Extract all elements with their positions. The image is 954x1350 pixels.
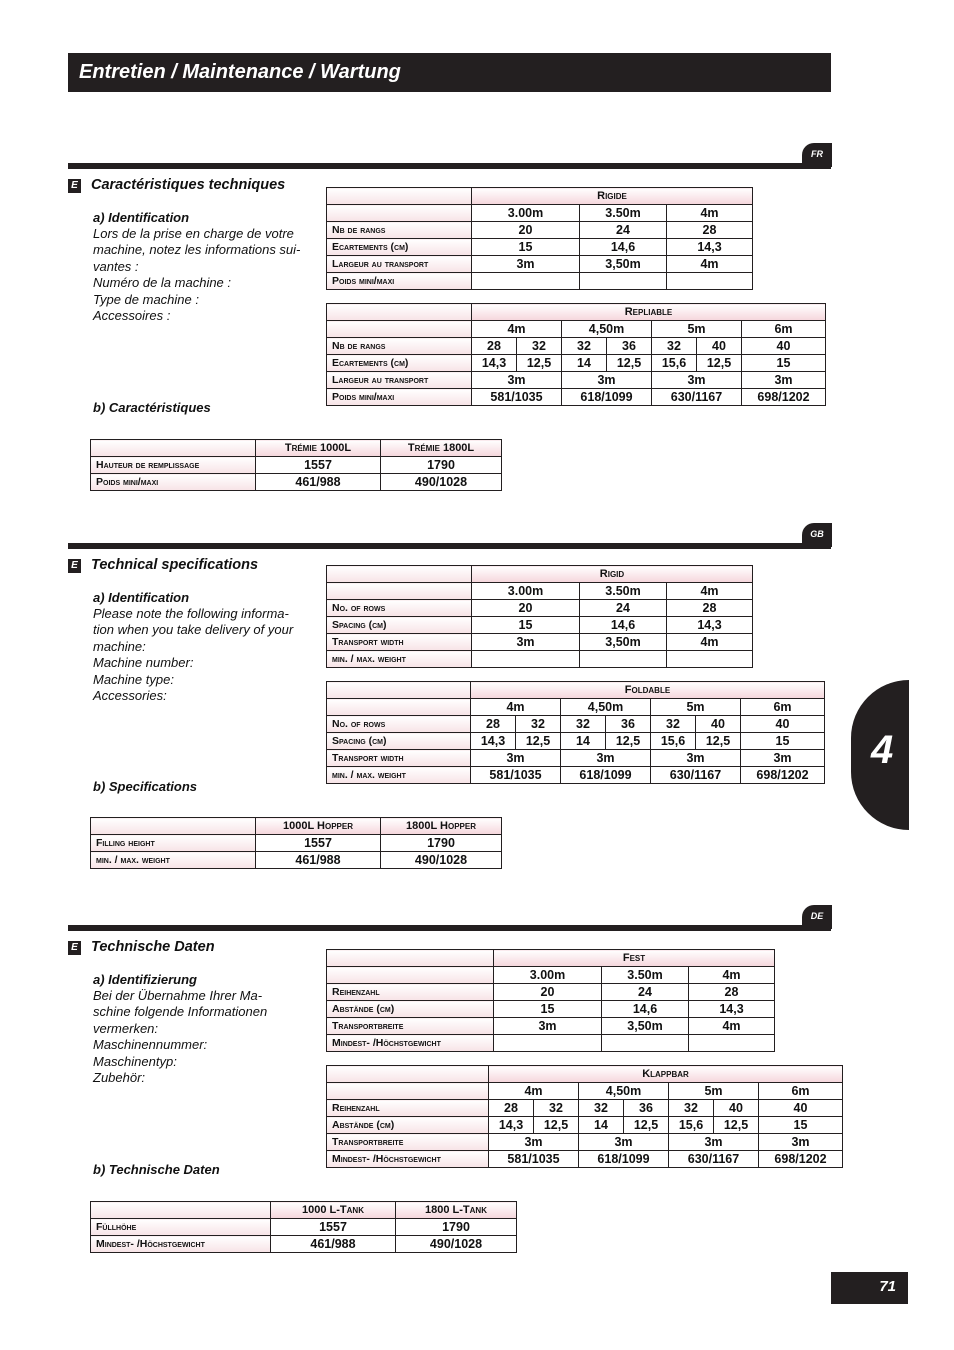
table-corner <box>327 950 494 967</box>
identification-line: vermerken: <box>93 1020 159 1036</box>
width-header: 3.00m <box>494 967 602 984</box>
table-cell: 1557 <box>256 457 381 474</box>
identification-line: Accessories: <box>93 688 167 704</box>
row-label: Mindest- /Höchstgewicht <box>327 1151 489 1168</box>
identification-line: Machine number: <box>93 655 194 671</box>
table-corner <box>327 682 471 699</box>
table-corner <box>327 304 472 321</box>
row-label: Poids mini/maxi <box>91 474 256 491</box>
table-cell: 14 <box>562 355 607 372</box>
table-cell: 36 <box>606 716 651 733</box>
table-cell: 32 <box>652 338 697 355</box>
table-cell: 12,5 <box>714 1117 759 1134</box>
language-code: FR <box>811 149 823 159</box>
identification-line: tion when you take delivery of your <box>93 622 294 638</box>
page-header <box>68 53 831 92</box>
chapter-tab <box>851 680 909 830</box>
width-header: 4m <box>667 583 753 600</box>
width-header: 4m <box>471 699 561 716</box>
table-cell: 20 <box>494 984 602 1001</box>
hopper-column-header: 1800 L-Tank <box>396 1202 517 1219</box>
table-corner <box>327 699 471 716</box>
identification-line: Zubehör: <box>93 1070 146 1086</box>
table-corner <box>327 205 472 222</box>
table-cell: 12,5 <box>607 355 652 372</box>
table-cell: 14,6 <box>580 239 667 256</box>
table-cell: 698/1202 <box>742 389 826 406</box>
table-cell: 14 <box>561 733 606 750</box>
width-header: 3.00m <box>472 583 580 600</box>
table-cell: 1557 <box>256 835 381 852</box>
table-cell: 618/1099 <box>561 767 651 784</box>
table-corner <box>327 321 472 338</box>
table-cell: 3m <box>562 372 652 389</box>
table-corner <box>91 440 256 457</box>
table-cell: 3m <box>472 256 580 273</box>
width-header: 5m <box>651 699 741 716</box>
table-cell: 15 <box>742 355 826 372</box>
table-cell: 40 <box>696 716 741 733</box>
row-label: Füllhöhe <box>91 1219 271 1236</box>
identification-line: Accessoires : <box>93 308 171 324</box>
identification-line: Machine type: <box>93 671 174 687</box>
table-cell: 32 <box>562 338 607 355</box>
table-cell: 630/1167 <box>669 1151 759 1168</box>
table-cell: 12,5 <box>624 1117 669 1134</box>
language-code: GB <box>810 529 824 539</box>
table-cell: 1790 <box>381 835 502 852</box>
foldable-spec-table <box>326 1065 843 1168</box>
identification-line: Numéro de la machine : <box>93 275 232 291</box>
section-divider <box>68 925 831 931</box>
foldable-spec-table <box>326 681 825 784</box>
width-header: 4,50m <box>562 321 652 338</box>
table-cell: 32 <box>651 716 696 733</box>
identification-heading: a) Identification <box>93 210 190 225</box>
hopper-column-header: Trémie 1000L <box>256 440 381 457</box>
table-cell: 24 <box>580 222 667 239</box>
table-cell: 618/1099 <box>562 389 652 406</box>
table-corner <box>327 566 472 583</box>
width-header: 4m <box>489 1083 579 1100</box>
rigid-spec-table <box>326 187 753 290</box>
page-number-box <box>831 1272 908 1304</box>
table-cell: 14,3 <box>667 239 753 256</box>
table-cell: 32 <box>517 338 562 355</box>
table-cell: 40 <box>741 716 825 733</box>
language-tab <box>802 143 832 167</box>
table-cell: 1790 <box>396 1219 517 1236</box>
table-cell: 12,5 <box>534 1117 579 1134</box>
rigid-group-header: Rigid <box>472 566 753 583</box>
section-title <box>68 177 285 193</box>
width-header: 4m <box>689 967 775 984</box>
row-label: Hauteur de remplissage <box>91 457 256 474</box>
row-label: Transport width <box>327 750 471 767</box>
row-label: Transportbreite <box>327 1018 494 1035</box>
table-cell: 12,5 <box>516 733 561 750</box>
table-cell: 461/988 <box>256 852 381 869</box>
row-label: Transportbreite <box>327 1134 489 1151</box>
table-cell: 14,3 <box>472 355 517 372</box>
row-label: min. / max. weight <box>327 767 471 784</box>
table-cell: 15 <box>472 239 580 256</box>
width-header: 5m <box>652 321 742 338</box>
identification-text <box>93 606 308 704</box>
row-label: min. / max. weight <box>327 651 472 668</box>
table-cell: 14,6 <box>580 617 667 634</box>
rigid-group-header: Fest <box>494 950 775 967</box>
table-cell: 490/1028 <box>381 852 502 869</box>
chapter-number: 4 <box>871 728 894 772</box>
section-title-text: Technische Daten <box>91 939 215 955</box>
table-cell: 3m <box>742 372 826 389</box>
row-label: Mindest- /Höchstgewicht <box>91 1236 271 1253</box>
table-cell: 3m <box>579 1134 669 1151</box>
table-cell: 32 <box>579 1100 624 1117</box>
row-label: Filling height <box>91 835 256 852</box>
table-cell: 12,5 <box>517 355 562 372</box>
table-corner <box>327 1083 489 1100</box>
table-cell: 1557 <box>271 1219 396 1236</box>
table-cell: 32 <box>669 1100 714 1117</box>
table-cell: 3m <box>741 750 825 767</box>
identification-line: Type de machine : <box>93 291 199 307</box>
table-cell: 12,5 <box>606 733 651 750</box>
foldable-spec-table <box>326 303 826 406</box>
table-cell: 581/1035 <box>471 767 561 784</box>
section-divider <box>68 543 831 549</box>
table-cell: 40 <box>742 338 826 355</box>
width-header: 3.50m <box>580 583 667 600</box>
identification-line: vantes : <box>93 258 139 274</box>
table-cell: 630/1167 <box>651 767 741 784</box>
table-cell <box>472 273 580 290</box>
width-header: 3.50m <box>580 205 667 222</box>
table-cell: 490/1028 <box>396 1236 517 1253</box>
table-cell: 15 <box>741 733 825 750</box>
table-cell: 40 <box>759 1100 843 1117</box>
specifications-heading: b) Caractéristiques <box>93 400 211 415</box>
table-cell: 3m <box>471 750 561 767</box>
table-cell: 32 <box>516 716 561 733</box>
table-cell: 1790 <box>381 457 502 474</box>
table-corner <box>327 1066 489 1083</box>
table-cell: 36 <box>624 1100 669 1117</box>
row-label: No. of rows <box>327 716 471 733</box>
rigid-spec-table <box>326 949 775 1052</box>
section-title <box>68 557 258 573</box>
table-cell: 40 <box>697 338 742 355</box>
identification-line: schine folgende Informationen <box>93 1004 268 1020</box>
width-header: 6m <box>759 1083 843 1100</box>
hopper-column-header: 1800L Hopper <box>381 818 502 835</box>
row-label: Poids mini/maxi <box>327 273 472 290</box>
table-cell: 581/1035 <box>472 389 562 406</box>
table-cell: 14,3 <box>489 1117 534 1134</box>
width-header: 6m <box>741 699 825 716</box>
foldable-group-header: Foldable <box>471 682 825 699</box>
section-divider <box>68 163 831 169</box>
section-title <box>68 939 215 955</box>
table-cell: 32 <box>561 716 606 733</box>
identification-line: Bei der Übernahme Ihrer Ma- <box>93 988 263 1003</box>
width-header: 3.50m <box>602 967 689 984</box>
table-cell: 3,50m <box>580 634 667 651</box>
section-title-text: Technical specifications <box>91 557 259 573</box>
table-cell: 15,6 <box>652 355 697 372</box>
identification-text <box>93 226 308 324</box>
table-cell: 12,5 <box>696 733 741 750</box>
table-cell: 28 <box>667 600 753 617</box>
identification-heading: a) Identifizierung <box>93 972 197 987</box>
table-cell: 15,6 <box>651 733 696 750</box>
rigid-group-header: Rigide <box>472 188 753 205</box>
identification-line: Please note the following informa- <box>93 606 289 621</box>
table-cell: 3m <box>472 372 562 389</box>
page-header-title: Entretien / Maintenance / Wartung <box>79 61 401 83</box>
identification-line: Maschinennummer: <box>93 1037 208 1053</box>
table-cell: 32 <box>534 1100 579 1117</box>
section-e-marker: E <box>68 559 81 573</box>
language-tab <box>802 523 832 547</box>
section-e-marker: E <box>68 941 81 955</box>
row-label: Spacing (cm) <box>327 617 472 634</box>
table-cell: 14,6 <box>602 1001 689 1018</box>
table-cell: 24 <box>602 984 689 1001</box>
table-cell <box>580 651 667 668</box>
hopper-table <box>90 817 502 869</box>
identification-line: Maschinentyp: <box>93 1053 177 1069</box>
table-cell: 28 <box>471 716 516 733</box>
specifications-heading: b) Specifications <box>93 779 198 794</box>
width-header: 5m <box>669 1083 759 1100</box>
table-cell: 630/1167 <box>652 389 742 406</box>
table-cell <box>472 651 580 668</box>
foldable-group-header: Repliable <box>472 304 826 321</box>
table-cell: 581/1035 <box>489 1151 579 1168</box>
table-cell: 461/988 <box>271 1236 396 1253</box>
table-cell: 28 <box>667 222 753 239</box>
table-cell <box>494 1035 602 1052</box>
identification-heading: a) Identification <box>93 590 190 605</box>
table-cell: 4m <box>667 256 753 273</box>
table-corner <box>327 583 472 600</box>
table-cell <box>580 273 667 290</box>
table-cell: 28 <box>489 1100 534 1117</box>
table-cell: 698/1202 <box>759 1151 843 1168</box>
table-cell: 20 <box>472 600 580 617</box>
table-cell <box>602 1035 689 1052</box>
row-label: No. of rows <box>327 600 472 617</box>
table-cell: 14 <box>579 1117 624 1134</box>
row-label: Ecartements (cm) <box>327 355 472 372</box>
row-label: Mindest- /Höchstgewicht <box>327 1035 494 1052</box>
row-label: Largeur au transport <box>327 372 472 389</box>
table-cell: 40 <box>714 1100 759 1117</box>
table-cell: 28 <box>689 984 775 1001</box>
table-cell: 490/1028 <box>381 474 502 491</box>
table-cell: 3m <box>489 1134 579 1151</box>
row-label: Transport width <box>327 634 472 651</box>
table-cell: 618/1099 <box>579 1151 669 1168</box>
width-header: 4m <box>472 321 562 338</box>
identification-line: machine, notez les informations sui- <box>93 242 301 258</box>
table-cell: 3m <box>759 1134 843 1151</box>
table-cell: 461/988 <box>256 474 381 491</box>
specifications-heading: b) Technische Daten <box>93 1162 220 1177</box>
table-cell: 15 <box>472 617 580 634</box>
foldable-group-header: Klappbar <box>489 1066 843 1083</box>
identification-line: Lors de la prise en charge de votre <box>93 226 294 241</box>
language-tab <box>802 905 832 929</box>
hopper-table <box>90 1201 517 1253</box>
table-cell: 14,3 <box>689 1001 775 1018</box>
table-cell <box>667 273 753 290</box>
table-corner <box>91 1202 271 1219</box>
row-label: Nb de rangs <box>327 338 472 355</box>
page-number: 71 <box>879 1278 896 1295</box>
table-cell: 4m <box>689 1018 775 1035</box>
table-cell: 3m <box>561 750 651 767</box>
table-corner <box>327 967 494 984</box>
table-cell: 14,3 <box>667 617 753 634</box>
row-label: Abstände (cm) <box>327 1001 494 1018</box>
section-e-marker: E <box>68 179 81 193</box>
table-cell: 698/1202 <box>741 767 825 784</box>
hopper-column-header: 1000 L-Tank <box>271 1202 396 1219</box>
hopper-column-header: Trémie 1800L <box>381 440 502 457</box>
row-label: min. / max. weight <box>91 852 256 869</box>
row-label: Largeur au transport <box>327 256 472 273</box>
table-cell: 24 <box>580 600 667 617</box>
table-cell: 3m <box>651 750 741 767</box>
language-code: DE <box>810 911 824 921</box>
width-header: 4,50m <box>561 699 651 716</box>
table-cell <box>667 651 753 668</box>
row-label: Reihenzahl <box>327 984 494 1001</box>
table-cell: 15,6 <box>669 1117 714 1134</box>
width-header: 4,50m <box>579 1083 669 1100</box>
table-cell: 3m <box>494 1018 602 1035</box>
width-header: 3.00m <box>472 205 580 222</box>
table-cell: 4m <box>667 634 753 651</box>
row-label: Abstände (cm) <box>327 1117 489 1134</box>
table-cell: 15 <box>759 1117 843 1134</box>
identification-text <box>93 988 308 1086</box>
table-cell: 12,5 <box>697 355 742 372</box>
table-cell: 20 <box>472 222 580 239</box>
table-cell: 14,3 <box>471 733 516 750</box>
table-cell: 3,50m <box>602 1018 689 1035</box>
row-label: Spacing (cm) <box>327 733 471 750</box>
identification-line: machine: <box>93 638 146 654</box>
section-title-text: Caractéristiques techniques <box>91 177 286 193</box>
table-cell: 15 <box>494 1001 602 1018</box>
hopper-column-header: 1000L Hopper <box>256 818 381 835</box>
table-corner <box>327 188 472 205</box>
row-label: Poids mini/maxi <box>327 389 472 406</box>
table-cell: 3,50m <box>580 256 667 273</box>
table-cell <box>689 1035 775 1052</box>
table-cell: 36 <box>607 338 652 355</box>
table-corner <box>91 818 256 835</box>
table-cell: 28 <box>472 338 517 355</box>
table-cell: 3m <box>472 634 580 651</box>
hopper-table <box>90 439 502 491</box>
row-label: Nb de rangs <box>327 222 472 239</box>
rigid-spec-table <box>326 565 753 668</box>
row-label: Reihenzahl <box>327 1100 489 1117</box>
table-cell: 3m <box>669 1134 759 1151</box>
width-header: 6m <box>742 321 826 338</box>
width-header: 4m <box>667 205 753 222</box>
row-label: Ecartements (cm) <box>327 239 472 256</box>
table-cell: 3m <box>652 372 742 389</box>
